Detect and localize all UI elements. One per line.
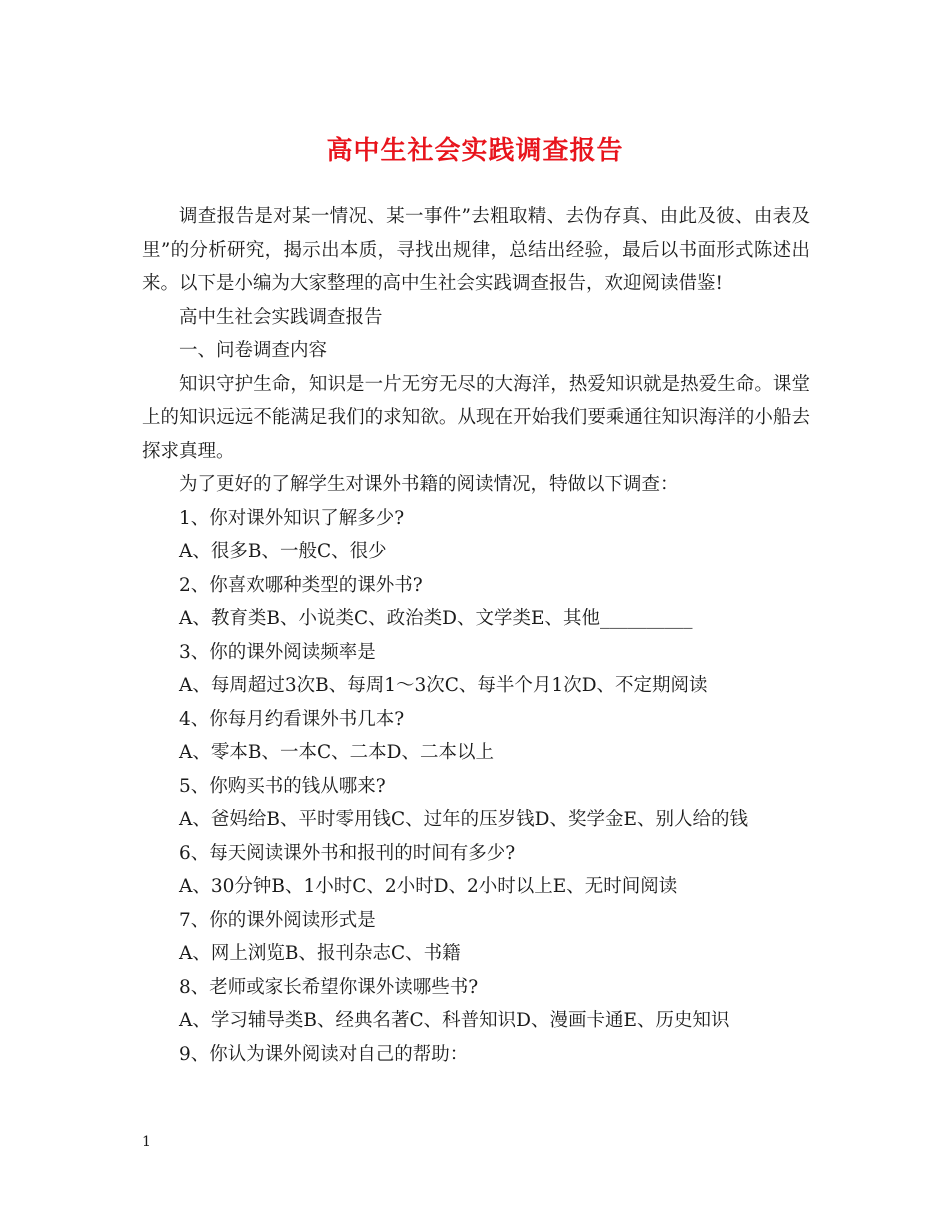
survey-question: 6、每天阅读课外书和报刊的时间有多少?: [179, 842, 516, 864]
section-heading: 高中生社会实践调查报告: [179, 306, 383, 328]
survey-options: A、爸妈给B、平时零用钱C、过年的压岁钱D、奖学金E、别人给的钱: [179, 809, 748, 830]
survey-question: 5、你购买书的钱从哪来?: [179, 775, 386, 797]
survey-options: A、很多B、一般C、很少: [179, 541, 387, 562]
survey-options: A、学习辅导类B、经典名著C、科普知识D、漫画卡通E、历史知识: [179, 1010, 730, 1031]
survey-question: 7、你的课外阅读形式是: [179, 909, 376, 931]
survey-question: 2、你喜欢哪种类型的课外书?: [179, 574, 423, 596]
page-number: 1: [142, 1134, 151, 1150]
document-title: 高中生社会实践调查报告: [326, 136, 624, 166]
survey-options: A、教育类B、小说类C、政治类D、文学类E、其他__________: [179, 608, 693, 629]
document-body: [142, 200, 810, 1071]
intro-paragraph: 调查报告是对某一情况、某一事件”去粗取精、去伪存真、由此及彼、由表及里”的分析研究，揭示出本质，寻找出规律，总结出经验，最后以书面形式陈述出来。以下是小编为大家整理的高中生社会实践调查报告，欢迎阅读借鉴!: [142, 206, 810, 294]
subsection-heading: 一、问卷调查内容: [179, 340, 328, 361]
survey-question: 4、你每月约看课外书几本?: [179, 708, 405, 730]
survey-options: A、每周超过3次B、每周1～3次C、每半个月1次D、不定期阅读: [179, 675, 708, 696]
survey-question: 8、老师或家长希望你课外读哪些书?: [179, 976, 479, 998]
survey-options: A、网上浏览B、报刊杂志C、书籍: [179, 943, 461, 964]
survey-question: 9、你认为课外阅读对自己的帮助：: [179, 1043, 469, 1065]
survey-options: A、30分钟B、1小时C、2小时D、2小时以上E、无时间阅读: [179, 876, 678, 897]
survey-question: 3、你的课外阅读频率是: [179, 641, 376, 663]
survey-options: A、零本B、一本C、二本D、二本以上: [179, 742, 494, 763]
survey-question: 1、你对课外知识了解多少?: [179, 507, 405, 529]
paragraph: 知识守护生命，知识是一片无穷无尽的大海洋，热爱知识就是热爱生命。课堂上的知识远远不能满足我们的求知欲。从现在开始我们要乘通往知识海洋的小船去探求真理。: [142, 373, 810, 462]
paragraph: 为了更好的了解学生对课外书籍的阅读情况，特做以下调查：: [179, 474, 679, 495]
